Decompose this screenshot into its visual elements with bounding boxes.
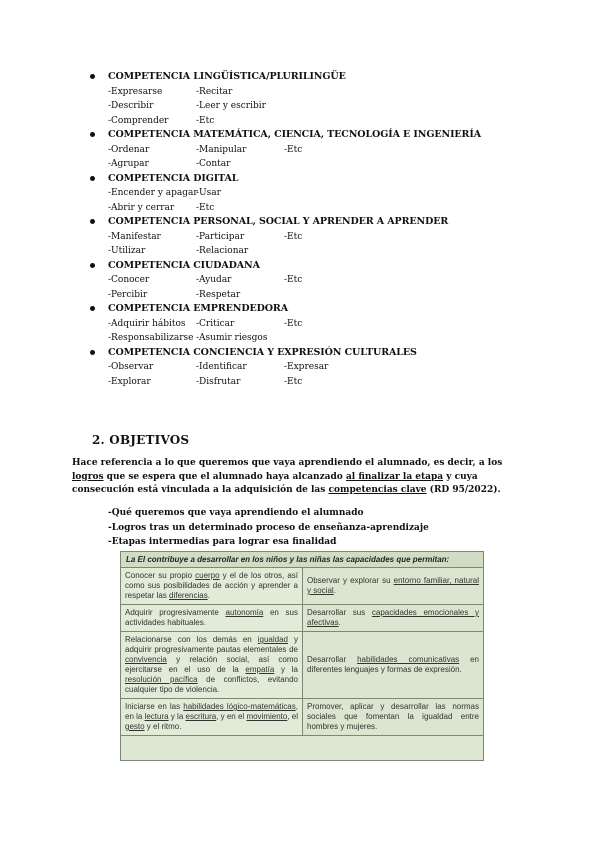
competencia-title: COMPETENCIA LINGÜÍSTICA/PLURILINGÜE [88, 70, 568, 85]
underlined-term: movimiento [246, 712, 288, 721]
verb-text: -Etc [284, 275, 303, 285]
competencia-item [88, 346, 568, 390]
paragraph-text-2: que se espera que el alumnado haya alcanzado [103, 471, 346, 482]
verb-row [88, 230, 568, 245]
underlined-term: habilidades lógico-matemáticas [183, 702, 296, 711]
cell-text: en diferentes lenguajes y formas de expresión. [307, 655, 480, 674]
competencia-title: COMPETENCIA CIUDADANA [88, 259, 568, 274]
verb-row [88, 244, 568, 259]
cell-text: . [207, 591, 210, 600]
underlined-term: resolución pacífica [125, 675, 198, 684]
underlined-term: convivencia [125, 655, 167, 664]
table-row [121, 568, 483, 605]
verb-row [88, 273, 568, 288]
cell-text: Observar y explorar su [307, 576, 394, 585]
verb-text: -Conocer [108, 275, 150, 285]
verb-text: -Agrupar [108, 159, 149, 169]
verb-text: -Identificar [196, 362, 247, 372]
underlined-term: escritura [185, 712, 217, 721]
table-cell-right [303, 605, 483, 631]
objetivo-item: -Etapas intermedias para lograr esa finalidad [108, 537, 337, 547]
paragraph-text-3: y cuya consecución está vinculada a la adquisición de las [72, 471, 478, 496]
verb-row [88, 186, 568, 201]
cell-text: . [338, 618, 341, 627]
bullet-icon [90, 74, 95, 79]
bullet-icon [90, 132, 95, 137]
verb-row [88, 317, 568, 332]
competencia-item [88, 172, 568, 216]
cell-content [307, 608, 479, 628]
verb-text: -Criticar [196, 318, 235, 329]
competencia-title: COMPETENCIA CONCIENCIA Y EXPRESIÓN CULTURALES [88, 346, 568, 361]
verb-text: -Respetar [196, 289, 241, 300]
verb-text: -Etc [284, 144, 303, 155]
competencia-item [88, 302, 568, 346]
cell-text: de conflictos, evitando cualquier tipo de violencia. [125, 675, 298, 694]
verb-text: -Expresarse [108, 86, 163, 97]
verb-text: -Explorar [108, 376, 151, 387]
underlined-term: lectura [144, 712, 169, 721]
verb-text: -Relacionar [196, 246, 249, 256]
bullet-icon [90, 263, 95, 268]
verb-text: -Etc [196, 202, 215, 213]
cell-text: Conocer su propio [125, 571, 196, 580]
verb-row [88, 157, 568, 172]
paragraph-text-1: Hace referencia a lo que queremos que vaya aprendiendo el alumnado, es decir, a los [72, 458, 503, 468]
verb-text: -Usar [196, 188, 221, 198]
underlined-term: igualdad [257, 635, 288, 644]
competencia-item [88, 215, 568, 259]
table-cell-left [121, 605, 303, 631]
cell-text: Adquirir progresivamente [125, 608, 226, 617]
objetivo-item: -Logros tras un determinado proceso de enseñanza-aprendizaje [108, 522, 429, 533]
underlined-term: capacidades emocionales y afectivas [307, 608, 480, 627]
cell-text: Relacionarse con los demás en [125, 635, 258, 644]
verb-text: -Etc [284, 231, 303, 242]
underlined-term: cuerpo [195, 571, 220, 580]
verb-text: -Adquirir hábitos [108, 318, 186, 329]
competencia-title: COMPETENCIA PERSONAL, SOCIAL Y APRENDER A APRENDER [88, 215, 568, 230]
cell-text: Desarrollar sus [307, 608, 372, 617]
table-body [121, 568, 483, 736]
verb-row [88, 331, 568, 346]
section-title: 2. OBJETIVOS [92, 433, 190, 447]
cell-text: y adquirir progresivamente pautas elementales de [125, 635, 298, 654]
paragraph-text-4: (RD 95/2022). [426, 485, 501, 496]
competencias-clave-text: competencias clave [328, 485, 427, 496]
verb-text: -Observar [108, 362, 154, 372]
table-row [121, 699, 483, 736]
table-cell-left [121, 568, 303, 604]
verb-row [88, 288, 568, 303]
verb-text: -Encender y apagar [108, 188, 198, 198]
cell-text: y la [274, 665, 299, 674]
table-cell-left [121, 632, 303, 698]
objetivos-items [108, 506, 429, 550]
table-cell-right [303, 699, 483, 735]
verb-text: -Etc [284, 376, 303, 387]
cell-text: . [333, 586, 336, 595]
verb-text: -Participar [196, 231, 245, 242]
cell-text: , y en el [216, 712, 247, 721]
bullet-icon [90, 219, 95, 224]
cell-text: , el [287, 712, 299, 721]
cell-text: en sus actividades habituales. [125, 608, 298, 627]
verb-text: -Recitar [196, 86, 233, 97]
cell-text: y el ritmo. [144, 722, 182, 731]
verb-text: -Etc [196, 115, 215, 126]
verb-text: -Etc [284, 318, 303, 329]
table-cell-right [303, 568, 483, 604]
underlined-term: autonomía [225, 608, 264, 617]
underlined-term: habilidades comunicativas [357, 655, 460, 664]
verb-row [88, 360, 568, 375]
competencia-item [88, 128, 568, 172]
verb-row [88, 99, 568, 114]
cell-text: y la [168, 712, 186, 721]
verb-text: -Percibir [108, 289, 148, 300]
verb-row [88, 143, 568, 158]
cell-text: Promover, aplicar y desarrollar las normas sociales que fomentan la igualdad entre hombres y mujeres. [307, 702, 479, 731]
table-row [121, 605, 483, 632]
underlined-term: entorno familiar, natural y social [307, 576, 479, 595]
cell-text: y relación social, así como ejercitarse en el uso de la [125, 655, 298, 674]
competencia-title: COMPETENCIA EMPRENDEDORA [88, 302, 568, 317]
cell-content [307, 655, 479, 675]
table-header: La EI contribuye a desarrollar en los niños y las niñas las capacidades que permitan: [121, 552, 483, 568]
verb-text: -Disfrutar [196, 376, 241, 387]
capacidades-table [120, 551, 484, 761]
table-row [121, 632, 483, 699]
verb-text: -Contar [196, 159, 231, 169]
verb-text: -Comprender [108, 115, 169, 126]
verb-text: -Expresar [284, 362, 329, 372]
objetivo-item: -Qué queremos que vaya aprendiendo el alumnado [108, 508, 364, 518]
bullet-icon [90, 176, 95, 181]
verb-row [88, 375, 568, 390]
cell-text: Desarrollar [307, 655, 358, 664]
table-cell-right [303, 632, 483, 698]
table-cell-left [121, 699, 303, 735]
bullet-icon [90, 306, 95, 311]
verb-text: -Manipular [196, 144, 247, 155]
cell-content [307, 702, 479, 732]
cell-content [307, 576, 479, 596]
verb-row [88, 114, 568, 129]
objetivos-paragraph [72, 457, 532, 498]
verb-text: -Asumir riesgos [196, 333, 268, 343]
verb-text: -Utilizar [108, 246, 146, 256]
competencia-item [88, 259, 568, 303]
competencia-title: COMPETENCIA MATEMÁTICA, CIENCIA, TECNOLOGÍA E INGENIERÍA [88, 128, 568, 143]
verb-text: -Ayudar [196, 275, 232, 285]
finalizar-etapa-text: al finalizar la etapa [345, 471, 444, 482]
cell-text: , en la [125, 702, 298, 721]
cell-text: Iniciarse en las [125, 702, 184, 711]
verb-text: -Leer y escribir [196, 101, 266, 111]
underlined-term: diferencias [169, 591, 208, 600]
cell-text: y el de los otros, así como sus posibilidades de acción y aprender a respetar las [125, 571, 299, 600]
verb-row [88, 201, 568, 216]
verb-text: -Ordenar [108, 144, 150, 155]
verb-row [88, 85, 568, 100]
verb-text: -Responsabilizarse [108, 333, 194, 343]
underlined-term: gesto [125, 722, 145, 731]
competencia-title: COMPETENCIA DIGITAL [88, 172, 568, 187]
logros-link-text: logros [72, 471, 104, 482]
competencias-list [88, 70, 568, 389]
competencia-item [88, 70, 568, 128]
verb-text: -Abrir y cerrar [108, 202, 175, 213]
bullet-icon [90, 350, 95, 355]
verb-text: -Describir [108, 101, 154, 111]
verb-text: -Manifestar [108, 231, 161, 242]
underlined-term: empatía [245, 665, 275, 674]
